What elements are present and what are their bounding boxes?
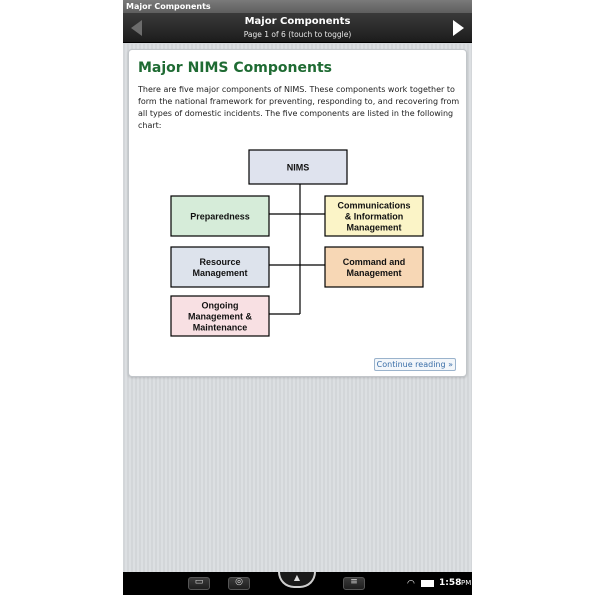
nav-title: Major Components <box>244 16 351 27</box>
page-indicator[interactable]: Page 1 of 6 (touch to toggle) <box>243 30 352 39</box>
diagram-node-right-0-label: Communications & Information Management <box>337 200 411 233</box>
menu-icon: ≡ <box>350 577 358 587</box>
clock: 1:58 <box>439 578 462 588</box>
chevron-up-icon: ▲ <box>293 573 301 582</box>
diagram-connectors <box>263 182 325 314</box>
nims-components-diagram <box>165 144 435 344</box>
diagram-node-right-1-label: Command and Management <box>342 257 406 278</box>
diagram-node-right-1 <box>325 247 423 287</box>
diagram-node-left-1-label: Resource Management <box>192 257 248 278</box>
home-button[interactable] <box>278 572 316 588</box>
diagram-node-nims-label: NIMS <box>286 162 310 173</box>
diagram-node-left-2 <box>171 296 269 336</box>
card-body-text: There are five major components of NIMS. These components work together to form the national framework for preventing, responding to, and recovering from all types of domestic incidents. The five components are listed in the following chart: <box>138 85 460 130</box>
previous-page-arrow-icon[interactable] <box>131 20 142 36</box>
window-title: Major Components <box>123 0 472 13</box>
system-navigation-bar <box>123 572 472 595</box>
diagram-node-left-1-box <box>171 247 269 287</box>
library-button[interactable] <box>188 577 210 590</box>
card-title: Major NIMS Components <box>138 60 332 76</box>
content-area[interactable] <box>123 44 472 572</box>
clock-period: PM <box>461 579 472 587</box>
diagram-node-nims <box>249 150 347 184</box>
search-icon: ◎ <box>235 577 243 587</box>
device-screen <box>123 0 472 595</box>
battery-icon <box>421 580 434 587</box>
diagram-node-right-0 <box>325 196 423 236</box>
diagram-node-left-0-label: Preparedness <box>190 211 250 222</box>
continue-reading-link[interactable]: Continue reading » <box>374 358 456 371</box>
content-card <box>128 49 467 377</box>
next-page-arrow-icon[interactable] <box>453 20 464 36</box>
page-navigation-header[interactable] <box>123 13 472 43</box>
wifi-icon: ◠ <box>407 579 415 589</box>
search-button[interactable] <box>228 577 250 590</box>
book-icon: ▭ <box>194 577 204 587</box>
diagram-node-left-2-label: Ongoing Management & Maintenance <box>187 300 253 333</box>
diagram-node-left-0 <box>171 196 269 236</box>
diagram-node-right-1-box <box>325 247 423 287</box>
menu-button[interactable] <box>343 577 365 590</box>
diagram-node-left-1 <box>171 247 269 287</box>
